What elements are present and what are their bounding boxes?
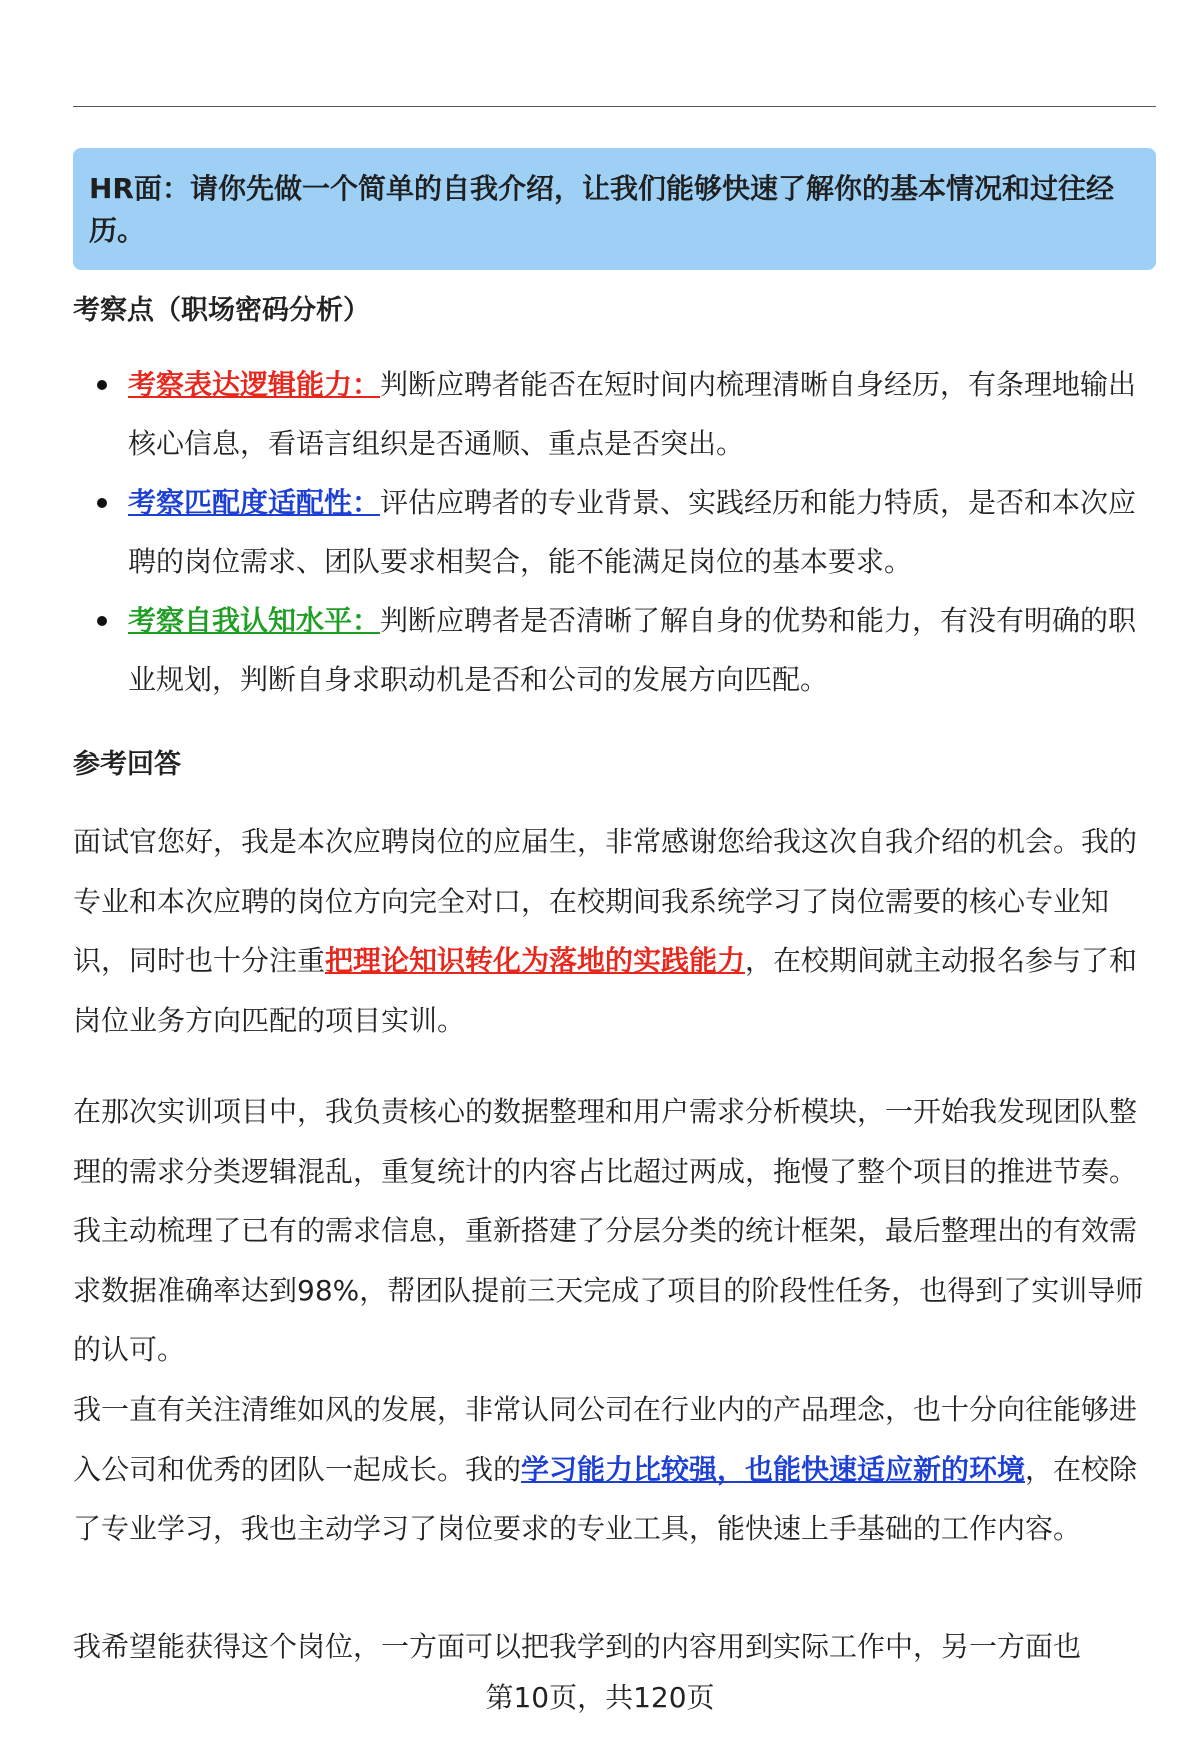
point-text: 判断应聘者能否在短时间内梳理清晰自身经历，有条理地输出核心信息，看语言组织是否通顺、重点是否突出。 — [128, 368, 1137, 460]
top-divider — [73, 106, 1156, 107]
answer-highlight: 学习能力比较强，也能快速适应新的环境 — [521, 1452, 1026, 1486]
point-lead: 考察表达逻辑能力： — [128, 368, 381, 401]
question-text: HR面：请你先做一个简单的自我介绍，让我们能够快速了解你的基本情况和过往经历。 — [89, 172, 1114, 247]
page-number: 第10页，共120页 — [485, 1681, 715, 1714]
point-text: 评估应聘者的专业背景、实践经历和能力特质，是否和本次应聘的岗位需求、团队要求相契合，能不能满足岗位的基本要求。 — [128, 486, 1137, 578]
list-item — [73, 355, 1156, 473]
answer-text: ，在校期间就主动报名参与了和岗位业务方向匹配的项目实训。 — [73, 944, 1138, 1037]
point-lead: 考察自我认知水平： — [128, 604, 381, 637]
answer-paragraph-4: 我希望能获得这个岗位，一方面可以把我学到的内容用到实际工作中，另一方面也 — [73, 1630, 1082, 1663]
answer-paragraph-1 — [73, 812, 1156, 1050]
answer-highlight: 把理论知识转化为落地的实践能力 — [325, 944, 746, 977]
question-box — [73, 148, 1156, 270]
section-title-analysis: 考察点（职场密码分析） — [73, 295, 370, 326]
answer-text: ，在校除了专业学习，我也主动学习了岗位要求的专业工具，能快速上手基础的工作内容。 — [73, 1452, 1138, 1545]
bullet-icon — [97, 498, 107, 508]
bullet-icon — [97, 616, 107, 626]
answer-text: 面试官您好，我是本次应聘岗位的应届生，非常感谢您给我这次自我介绍的机会。我的专业和本次应聘的岗位方向完全对口，在校期间我系统学习了岗位需要的核心专业知识，同时也十分注重 — [73, 825, 1138, 977]
point-text: 判断应聘者是否清晰了解自身的优势和能力，有没有明确的职业规划，判断自身求职动机是否和公司的发展方向匹配。 — [128, 604, 1137, 696]
section-title-answer: 参考回答 — [73, 749, 181, 780]
answer-text: 我一直有关注清维如风的发展，非常认同公司在行业内的产品理念，也十分向往能够进入公司和优秀的团队一起成长。我的 — [73, 1393, 1138, 1486]
point-lead: 考察匹配度适配性： — [128, 486, 381, 519]
answer-paragraph-2: 在那次实训项目中，我负责核心的数据整理和用户需求分析模块，一开始我发现团队整理的需求分类逻辑混乱，重复统计的内容占比超过两成，拖慢了整个项目的推进节奏。我主动梳理了已有的需求信息，重新搭建了分层分类的统计框架，最后整理出的有效需求数据准确率达到98%，帮团队提前三天完成了项目的阶段性任务，也得到了实训导师的认可。 — [73, 1095, 1144, 1366]
list-item — [73, 473, 1156, 591]
analysis-points — [73, 355, 1156, 709]
list-item — [73, 591, 1156, 709]
answer-paragraph-3 — [73, 1380, 1156, 1559]
bullet-icon — [97, 380, 107, 390]
